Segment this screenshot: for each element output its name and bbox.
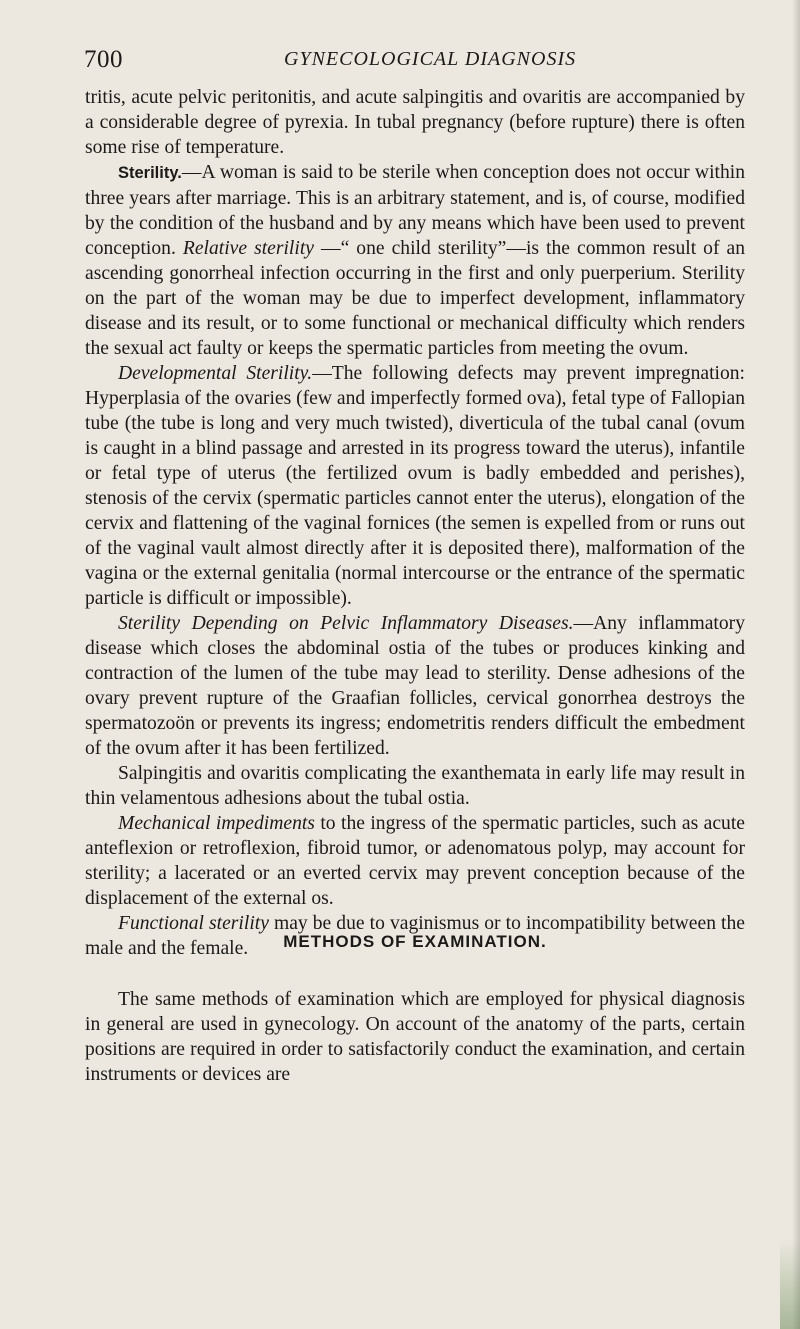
paragraph-pelvic-inflammatory xyxy=(85,611,745,761)
sterility-text-a: —A woman is said to be sterile when conception does not occur within three years after marriage. This is an arbitrary statement, and is, of course, modified by the condition of the husband and by any means which have been used to prevent conception. xyxy=(85,162,745,259)
pelvic-inflammatory-text: —Any inflammatory disease which closes the abdominal ostia of the tubes or produces kinking and contraction of the lumen of the tube may lead to sterility. Dense adhesions of the ovary prevent rupture of the Graafian follicles, cervical gonorrhea destroys the spermatozoön or prevents its ingress; endometritis renders difficult the embedment of the ovum after it has been fertilized. xyxy=(85,613,745,759)
paragraph-developmental-sterility xyxy=(85,361,745,611)
page-number: 700 xyxy=(84,46,123,73)
paragraph-mechanical-impediments xyxy=(85,811,745,911)
page-edge-shadow xyxy=(792,0,800,1329)
mechanical-impediments-text: to the ingress of the spermatic particles, such as acute anteflexion or retroflexion, fibroid tumor, or adenomatous polyp, may account for sterility; a lacerated or an everted cervix may prevent conception because of the displacement of the external os. xyxy=(85,813,745,909)
paragraph-methods: The same methods of examination which are employed for physical diagnosis in general are used in gynecology. On account of the anatomy of the parts, certain positions are required in order to satisfactorily conduct the examination, and certain instruments or devices are xyxy=(85,989,745,1085)
developmental-sterility-label: Developmental Sterility. xyxy=(118,363,313,384)
functional-sterility-text: may be due to vaginismus or to incompatibility between the male and the female. xyxy=(85,913,745,959)
paragraph-pyrexia: tritis, acute pelvic peritonitis, and acute salpingitis and ovaritis are accompanied by a considerable degree of pyrexia. In tubal pregnancy (before rupture) there is often some rise of temperature. xyxy=(85,87,745,158)
paragraph-exanthemata: Salpingitis and ovaritis complicating the exanthemata in early life may result in thin velamentous adhesions about the tubal ostia. xyxy=(85,763,745,809)
functional-sterility-label: Functional sterility xyxy=(118,913,269,934)
running-title: GYNECOLOGICAL DIAGNOSIS xyxy=(284,48,577,70)
mechanical-impediments-label: Mechanical impediments xyxy=(118,813,315,834)
developmental-sterility-text: —The following defects may prevent impregnation: Hyperplasia of the ovaries (few and imperfectly formed ova), fetal type of Fallopian tube (the tube is long and very much twisted), diverticula of the tubal canal (ovum is caught in a blind passage and arrested in its progress toward the uterus), infantile or fetal type of uterus (the fertilized ovum is badly embedded and perishes), stenosis of the cervix (spermatic particles cannot enter the uterus), elongation of the cervix and flattening of the vaginal fornices (the semen is expelled from or runs out of the vaginal vault almost directly after it is deposited there), malformation of the vagina or the external genitalia (normal intercourse or the entrance of the spermatic particle is difficult or impossible). xyxy=(85,363,745,609)
running-head xyxy=(84,46,744,76)
page-edge-stain xyxy=(780,1239,800,1329)
section-heading: METHODS OF EXAMINATION. xyxy=(283,932,547,951)
section-text xyxy=(85,987,745,1087)
main-text xyxy=(85,85,745,961)
relative-sterility-term: Relative sterility xyxy=(182,238,314,259)
paragraph-sterility xyxy=(85,160,745,361)
pelvic-inflammatory-label: Sterility Depending on Pelvic Inflammatory Diseases. xyxy=(118,613,574,634)
sterility-text-b: —“ one child sterility”—is the common result of an ascending gonorrheal infection occurring in the first and only puerperium. Sterility on the part of the woman may be due to imperfect development, inflammatory disease and its result, or to some functional or mechanical difficulty which renders the sexual act faulty or keeps the spermatic particles from meeting the ovum. xyxy=(85,238,745,359)
sterility-label: Sterility. xyxy=(118,164,182,182)
